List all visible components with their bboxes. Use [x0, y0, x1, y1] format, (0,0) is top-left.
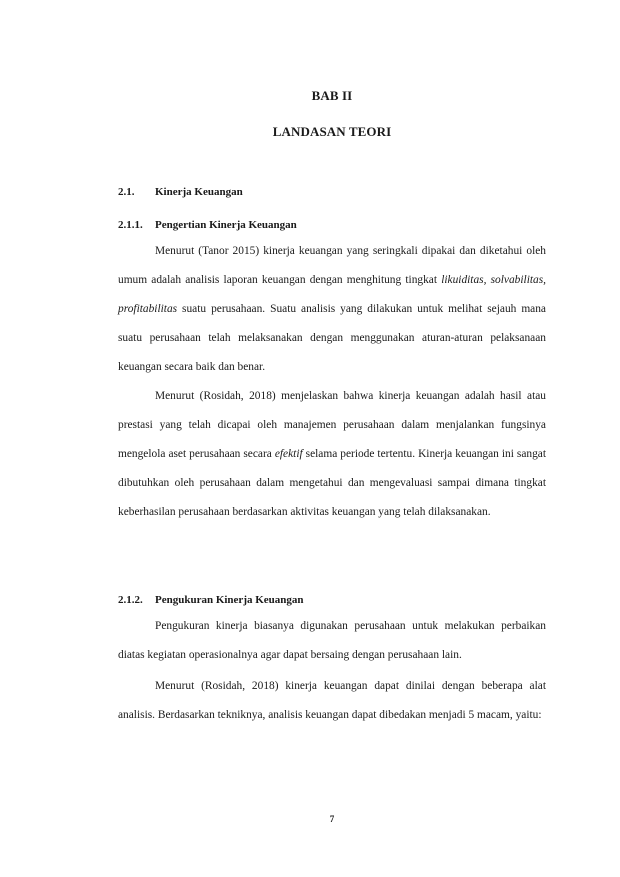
- page-number: 7: [329, 814, 335, 824]
- subsection-number: 2.1.2.: [118, 594, 143, 606]
- subsection-title: Pengertian Kinerja Keuangan: [155, 219, 297, 231]
- paragraph: [118, 237, 546, 382]
- chapter-label: BAB II: [311, 88, 353, 103]
- paragraph-italic-text: efektif: [274, 448, 303, 460]
- chapter-title: LANDASAN TEORI: [272, 124, 392, 139]
- section-number: 2.1.: [118, 186, 135, 198]
- subsection-number: 2.1.1.: [118, 219, 143, 231]
- subsection-heading: [118, 219, 297, 231]
- paragraph-text: selama periode tertentu. Kinerja keuangan ini sangat dibutuhkan oleh perusahaan dalam mengetahui dan mengevaluasi sampai dimana tingkat keberhasilan perusahaan berdasarkan aktivitas keuangan yang telah dilaksanakan.: [118, 448, 546, 518]
- paragraph: Pengukuran kinerja biasanya digunakan perusahaan untuk melakukan perbaikan diatas kegiatan operasionalnya agar dapat bersaing dengan perusahaan lain.: [118, 620, 546, 661]
- paragraph: [118, 382, 546, 527]
- paragraph-text: Menurut (Tanor 2015) kinerja keuangan yang seringkali dipakai dan diketahui oleh umum adalah analisis laporan keuangan dengan menghitung tingkat: [118, 245, 546, 286]
- section-title: Kinerja Keuangan: [155, 186, 243, 198]
- subsection-title: Pengukuran Kinerja Keuangan: [155, 594, 304, 606]
- subsection-heading: [118, 594, 304, 606]
- paragraph-text: suatu perusahaan. Suatu analisis yang dilakukan untuk melihat sejauh mana suatu perusahaan telah melaksanakan dengan menggunakan aturan-aturan pelaksanaan keuangan secara baik dan benar.: [118, 303, 546, 373]
- paragraph-text: Menurut (Rosidah, 2018) menjelaskan bahwa kinerja keuangan adalah hasil atau prestasi yang telah dicapai oleh manajemen perusahaan dalam menjalankan fungsinya mengelola aset perusahaan secara: [118, 390, 546, 460]
- paragraph: Menurut (Rosidah, 2018) kinerja keuangan dapat dinilai dengan beberapa alat analisis. Berdasarkan tekniknya, analisis keuangan dapat dibedakan menjadi 5 macam, yaitu:: [118, 680, 546, 721]
- paragraph-italic-text: likuiditas, solvabilitas, profitabilitas: [118, 274, 547, 315]
- section-heading: [118, 186, 243, 198]
